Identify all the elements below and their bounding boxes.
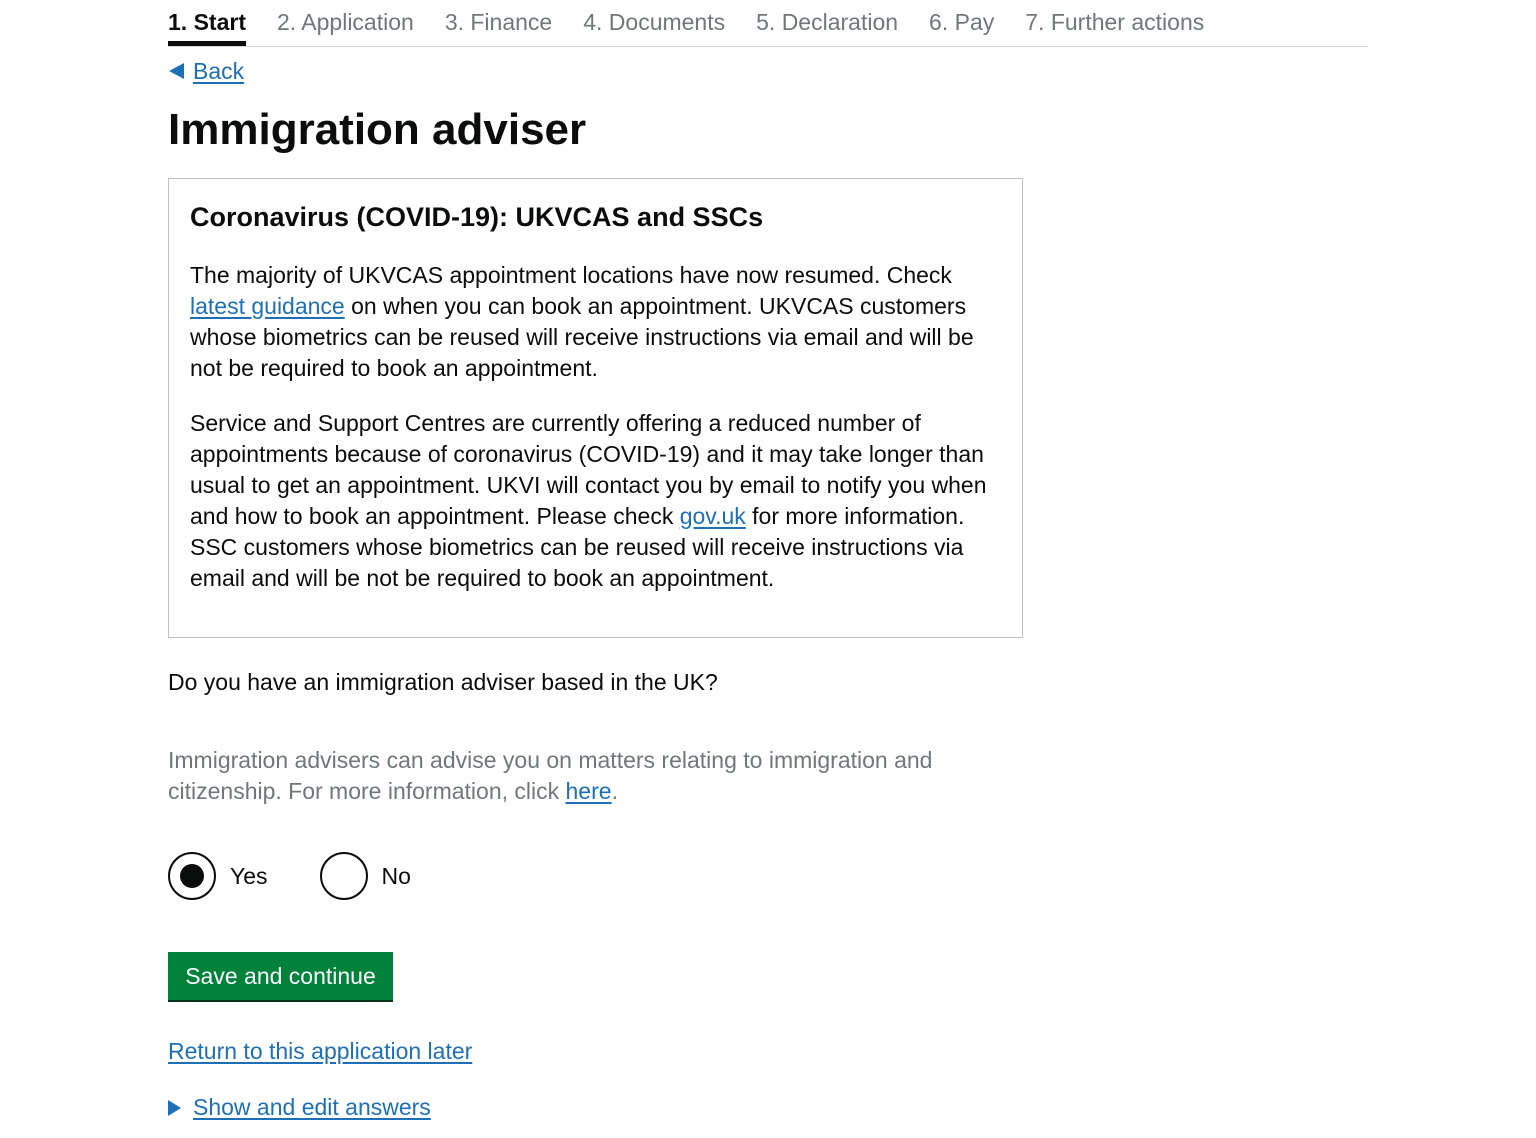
radio-yes-input[interactable] [168,852,216,900]
progress-steps [168,0,1368,47]
radio-no[interactable] [320,852,411,900]
page-title: Immigration adviser [168,105,587,154]
hint-text-before: Immigration advisers can advise you on matters relating to immigration and citizenship. For more information, click [168,747,933,804]
return-later-link[interactable]: Return to this application later [168,1038,473,1064]
show-edit-answers-toggle[interactable] [168,1092,431,1123]
step-start: 1. Start [168,0,246,46]
radio-no-label[interactable]: No [381,863,411,889]
expand-triangle-icon [168,1100,181,1116]
notice-title: Coronavirus (COVID-19): UKVCAS and SSCs [190,202,764,232]
step-finance: 3. Finance [444,9,553,35]
step-further-actions: 7. Further actions [1025,9,1205,35]
hint-text-after: . [611,778,618,804]
here-link[interactable]: here [565,778,612,804]
step-documents: 4. Documents [583,9,726,35]
step-pay: 6. Pay [929,9,995,35]
radio-no-input[interactable] [320,852,368,900]
back-triangle-icon [169,63,184,79]
notice-paragraph-1 [190,260,990,384]
step-declaration: 5. Declaration [756,9,899,35]
notice-p2-text-before: Service and Support Centres are currently offering a reduced number of appointments because of coronavirus (COVID-19) and it may take longer than usual to get an appointment. UKVI will contact you by email to notify you when and how to book an appointment. Please check [190,410,987,529]
gov-uk-link[interactable]: gov.uk [679,503,746,529]
adviser-hint [168,745,968,807]
back-link[interactable]: Back [193,58,245,84]
notice-paragraph-2 [190,408,990,594]
adviser-radio-group [168,852,463,900]
save-and-continue-button[interactable]: Save and continue [168,952,393,1002]
notice-p2-text-after: for more information. SSC customers whose biometrics can be reused will receive instructions via email and will be not be required to book an appointment. [190,503,965,591]
back-link-container[interactable] [169,57,244,85]
radio-yes[interactable] [168,852,268,900]
adviser-question: Do you have an immigration adviser based in the UK? [168,669,718,695]
notice-p1-text-after: on when you can book an appointment. UKVCAS customers whose biometrics can be reused will receive instructions via email and will be not be required to book an appointment. [190,293,974,381]
notice-p1-text-before: The majority of UKVCAS appointment locations have now resumed. Check [190,262,952,288]
step-application: 2. Application [276,9,414,35]
covid-notice-panel [168,178,1023,638]
show-edit-answers-link[interactable]: Show and edit answers [193,1094,431,1120]
radio-yes-label[interactable]: Yes [230,863,268,889]
latest-guidance-link[interactable]: latest guidance [190,293,345,319]
